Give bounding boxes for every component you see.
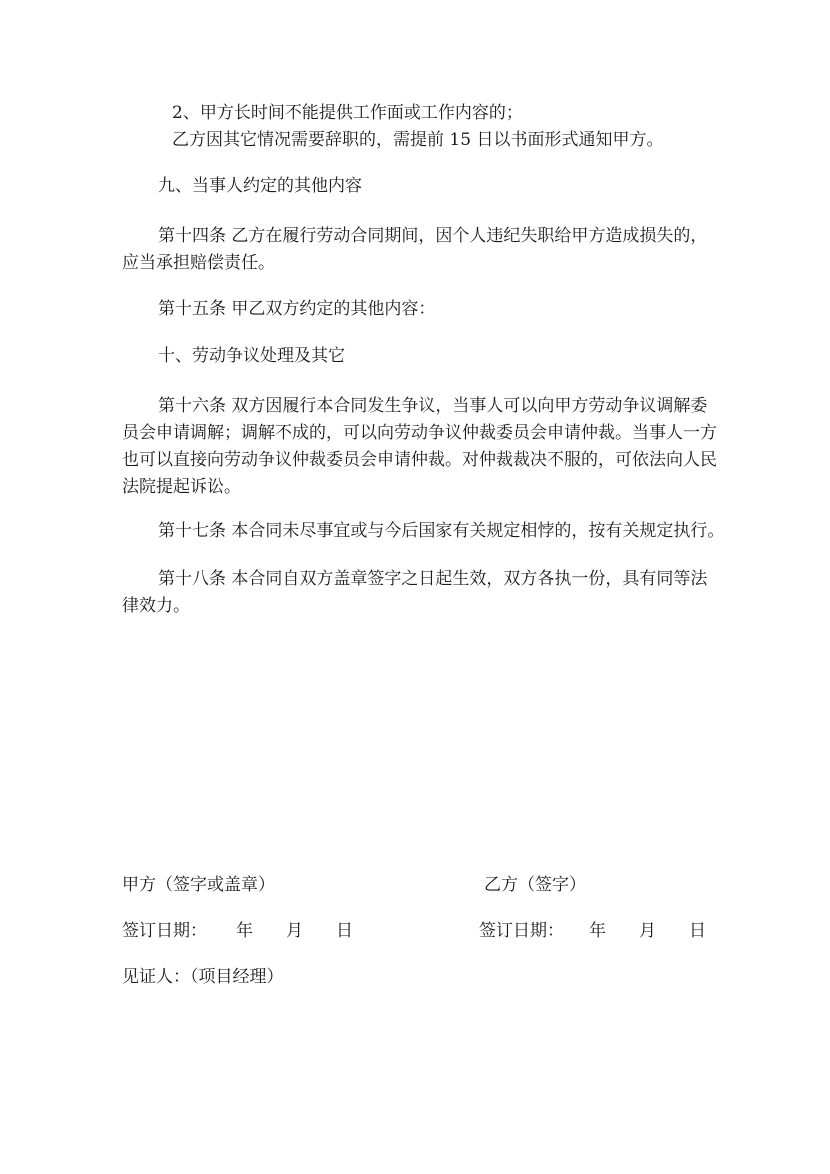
party-b-date-label: 签订日期： (479, 921, 564, 941)
article-16-line: 法院提起诉讼。 (122, 477, 241, 497)
article-14-line: 应当承担赔偿责任。 (122, 253, 275, 273)
party-a-day: 日 (336, 921, 353, 941)
resign-clause: 乙方因其它情况需要辞职的，需提前 15 日以书面形式通知甲方。 (172, 130, 664, 150)
article-17: 第十七条 本合同未尽事宜或与今后国家有关规定相悖的，按有关规定执行。 (158, 521, 725, 541)
article-16-line: 员会申请调解；调解不成的，可以向劳动争议仲裁委员会申请仲裁。当事人一方 (122, 423, 717, 443)
article-16-line: 也可以直接向劳动争议仲裁委员会申请仲裁。对仲裁裁决不服的，可依法向人民 (122, 450, 717, 470)
party-b-signature: 乙方（签字） (484, 875, 586, 895)
article-18-line: 第十八条 本合同自双方盖章签字之日起生效，双方各执一份，具有同等法 (158, 569, 708, 589)
article-15: 第十五条 甲乙双方约定的其他内容： (158, 299, 436, 319)
article-14-line: 第十四条 乙方在履行劳动合同期间，因个人违纪失职给甲方造成损失的， (158, 226, 708, 246)
article-16-line: 第十六条 双方因履行本合同发生争议，当事人可以向甲方劳动争议调解委 (158, 396, 708, 416)
witness: 见证人：（项目经理） (122, 967, 284, 987)
party-b-month: 月 (639, 921, 656, 941)
article-18-line: 律效力。 (122, 596, 190, 616)
party-a-signature: 甲方（签字或盖章） (122, 875, 275, 895)
party-a-date-label: 签订日期： (122, 921, 207, 941)
section-9-heading: 九、当事人约定的其他内容 (158, 176, 362, 196)
party-a-year: 年 (236, 921, 253, 941)
party-b-year: 年 (589, 921, 606, 941)
item-2: 2、甲方长时间不能提供工作面或工作内容的； (172, 103, 523, 123)
section-10-heading: 十、劳动争议处理及其它 (158, 346, 345, 366)
party-a-month: 月 (286, 921, 303, 941)
party-b-day: 日 (689, 921, 706, 941)
